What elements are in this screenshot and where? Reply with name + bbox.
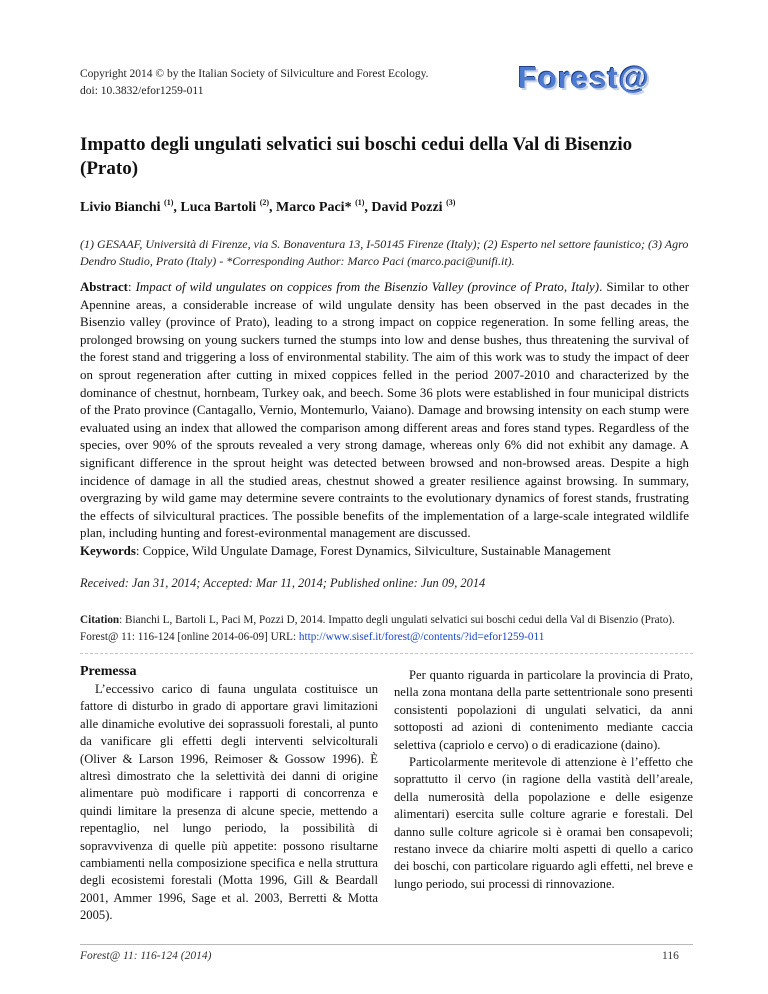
keywords-text: : Coppice, Wild Ungulate Damage, Forest Dynamics, Silviculture, Sustainable Management: [135, 544, 611, 558]
author-affil-mark: (2): [259, 198, 270, 207]
author-name: David Pozzi: [371, 200, 443, 215]
paragraph: Particolarmente meritevole di attenzione è l’effetto che soprattutto il cervo (in ragione della vastità dell’areale, della numerosità della popolazione e delle esigenze alimentari) esercita sulle colture agrarie e forestali. Del danno sulle colture agricole si è oramai ben consapevoli; restano invece da chiarire molti aspetti di quello a carico dei boschi, con particolare riguardo agli effetti, nel breve e lungo periodo, sui processi di rinnovazione.: [394, 755, 693, 891]
keywords: [80, 544, 695, 559]
author-affil-mark: (1): [164, 198, 174, 207]
author-name: Marco Paci*: [276, 200, 352, 215]
copyright-text: Copyright 2014 © by the Italian Society of Silviculture and Forest Ecology.: [80, 68, 429, 80]
affiliations: (1) GESAAF, Università di Firenze, via S. Bonaventura 13, I-50145 Firenze (Italy); (2) Esperto nel settore faunistico; (3) Agro Dendro Studio, Prato (Italy) - *Corresponding Author: Marco Paci (marco.paci@unifi.it).: [80, 237, 689, 268]
publication-dates: Received: Jan 31, 2014; Accepted: Mar 11, 2014; Published online: Jun 09, 2014: [80, 576, 486, 590]
body-left-column: [80, 664, 378, 925]
author-affil-mark: (1): [355, 198, 365, 207]
footer-journal: Forest@ 11: 116-124 (2014): [80, 950, 212, 962]
author-name: Luca Bartoli: [180, 200, 257, 215]
abstract: Abstract: Impact of wild ungulates on coppices from the Bisenzio Valley (province of Prato, Italy). Similar to other Apennine areas, a considerable increase of wild ungulate density has been observed in the past decades in the Bisenzio valley (province of Prato), leading to a strong impact on coppice regeneration. In some felling areas, the prolonged browsing on young suckers turned the stumps into low and dense bushes, thus threatening the survival of the forest stand and triggering a loss of environmental stability. The aim of this work was to study the impact of deer on sprout regeneration after cutting in mixed coppices felled in the period 2007-2010 and characterized by the dominance of chestnut, hornbeam, Turkey oak, and beech. Some 36 plots were established in four municipal districts of the Prato province (Cantagallo, Vernio, Montemurlo, Vaiano). Damage and browsing intensity on each stump were evaluated using an index that allowed the comparison among different areas and fores stand types. Regardless of the species, over 90% of the sprouts revealed a very strong damage, whereas only 6% did not exhibit any damage. A significant difference in the sprout height was detected between browsed and non-browsed areas. Despite a high incidence of damage in all the studied areas, chestnut showed a greater resilience against browsing. In summary, overgrazing by wild game may determine severe contraints to the evolutionary dynamics of forest stands, frustrating the effects of silvicultural practices. The possible benefits of the implementation of a large-scale integrated wildlife plan, including hunting and forest-evironmental management are discussed.: [80, 280, 690, 541]
abstract-label: Abstract: [80, 280, 128, 294]
copyright-block: [80, 66, 428, 100]
section-heading: Premessa: [80, 664, 137, 679]
citation-link[interactable]: http://www.sisef.it/forest@/contents/?id=efor1259-011: [298, 631, 545, 643]
citation-label: Citation: [80, 614, 120, 626]
footer-rule: [80, 944, 693, 945]
logo-text: Forest@: [518, 60, 650, 95]
citation-text: : Bianchi L, Bartoli L, Paci M, Pozzi D, 2014. Impatto degli ungulati selvatici sui boschi cedui della Val di Bisenzio (Prato). Forest@ 11: 116-124 [online 2014-06-09] URL:: [80, 614, 675, 643]
paragraph: L’eccessivo carico di fauna ungulata costituisce un fattore di disturbo in grado di apportare gravi limitazioni alle dinamiche evolutive dei soprassuoli forestali, al punto da vanificare gli effetti degli interventi selvicolturali (Oliver & Larson 1996, Reimoser & Gossow 1996). È altresì dimostrato che la selettività dei danni di origine alimentare può modificare i rapporti di concorrenza e quindi limitare la presenza di alcune specie, mettendo a repentaglio, nel lungo periodo, la possibilità di sopravvivenza di quelle più appetite: possono risultarne cambiamenti nella composizione specifica e nella struttura degli ecosistemi forestali (Motta 1996, Gill & Beardall 2001, Ammer 1996, Sage et al. 2003, Berretti & Motta 2005).: [80, 682, 378, 923]
paragraph: Per quanto riguarda in particolare la provincia di Prato, nella zona montana della parte settentrionale sono presenti consistenti popolazioni di ungulati selvatici, da anni sottoposti ad azioni di contenimento mediante caccia selettiva (capriolo e cervo) o di eradicazione (daino).: [394, 668, 693, 752]
journal-logo: [518, 60, 694, 96]
page-number: 116: [662, 950, 679, 962]
author-list: Livio Bianchi $^{(1)}$, Luca Bartoli $^{(2)}$, Marco Paci* $^{(1)}$, David Pozzi $^{(3)}$: [80, 198, 456, 215]
author-name: Livio Bianchi: [80, 200, 161, 215]
keywords-label: Keywords: [80, 544, 136, 558]
abstract-body: . Similar to other Apennine areas, a considerable increase of wild ungulate density has been observed in the past decades in the Bisenzio valley (province of Prato), leading to a strong impact on coppice regeneration. In some felling areas, the prolonged browsing on young suckers turned the stumps into low and dense bushes, thus threatening the survival of the forest stand and triggering a loss of environmental stability. The aim of this work was to study the impact of deer on sprout regeneration after cutting in mixed coppices felled in the period 2007-2010 and characterized by the dominance of chestnut, hornbeam, Turkey oak, and beech. Some 36 plots were established in four municipal districts of the Prato province (Cantagallo, Vernio, Montemurlo, Vaiano). Damage and browsing intensity on each stump were evaluated using an index that allowed the comparison among different areas and fores stand types. Regardless of the species, over 90% of the sprouts revealed a very strong damage, whereas only 6% did not exhibit any damage. A significant difference in the sprout height was detected between browsed and non-browsed areas. Despite a high incidence of damage in all the studied areas, chestnut showed a greater resilience against browsing. In summary, overgrazing by wild game may determine severe contraints to the evolutionary dynamics of forest stands, frustrating the effects of silvicultural practices. The possible benefits of the implementation of a large-scale integrated wildlife plan, including hunting and forest-evironmental management are discussed.: [80, 280, 690, 541]
doi-text: doi: 10.3832/efor1259-011: [80, 85, 204, 97]
author-affil-mark: (3): [446, 198, 456, 207]
citation: [80, 612, 692, 646]
abstract-english-title: Impact of wild ungulates on coppices from the Bisenzio Valley (province of Prato, Italy): [135, 280, 600, 294]
article-title: Impatto degli ungulati selvatici sui boschi cedui della Val di Bisenzio (Prato): [80, 134, 633, 179]
body-right-column: [394, 667, 693, 893]
divider: [80, 653, 693, 654]
